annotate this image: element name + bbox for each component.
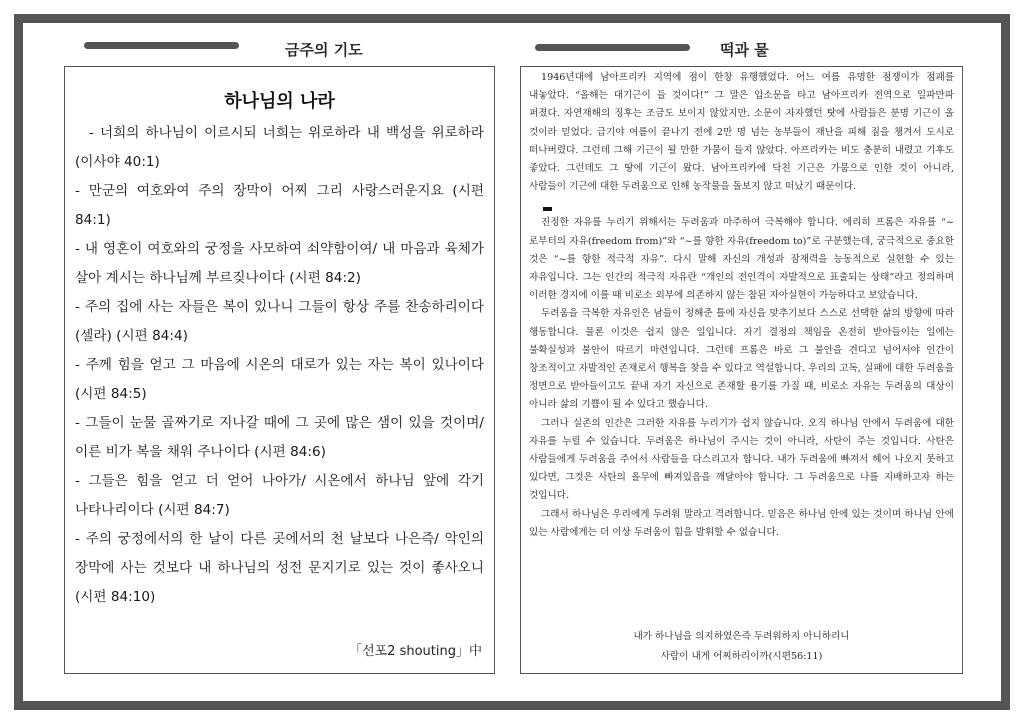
- verse-item: - 그들이 눈물 골짜기로 지나갈 때에 그 곳에 많은 샘이 있을 것이며/ 이른 비가 복을 채워 주나이다 (시편 84:6): [75, 415, 484, 460]
- essay-paragraph: 두려움을 극복한 자유인은 남들이 정해준 틀에 자신을 맞추기보다 스스로 선택한 삶의 방향에 따라 행동합니다. 물론 이것은 쉽지 않은 일입니다. 자기 결정의 책임을 온전히 받아들이는 일에는 불확실성과 불안이 따르기 마련입니다. 그런데 프롬은 바로 그 불안을 견디고 넘어서야 인간이 창조적이고 자발적인 존재로서 행복을 찾을 수 있다고 역설합니다. 우리의 고독, 실패에 대한 두려움을 정면으로 받아들이고도 끝내 자기 자신으로 존재할 용기를 가질 때, 비로소 자유는 두려움의 대상이 아니라 삶의 기쁨이 될 수 있다고 했습니다.: [529, 308, 954, 411]
- prayer-title: 하나님의 나라: [224, 91, 335, 112]
- closing-line: 사람이 내게 어찌하리이까(시편56:11): [660, 651, 823, 662]
- essay-paragraph: 진정한 자유를 누리기 위해서는 두려움과 마주하여 극복해야 합니다. 에리히 프롬은 자유를 “~로부터의 자유(freedom from)”와 “~를 향한 자유(freedom to)”로 구분했는데, 궁극적으로 중요한 것은 “~를 향한 적극적 자유”. 다시 말해 자신의 개성과 잠재력을 능동적으로 실현할 수 있는 자유입니다. 그는 인간의 적극적 자유란 “개인의 전인격이 자발적으로 표출되는 상태”라고 정의하며 이러한 경지에 이를 때 비로소 외부에 의존하지 않는 참된 자아실현이 가능하다고 보았습니다.: [529, 217, 954, 302]
- essay-paragraph: 그러나 실존의 인간은 그러한 자유를 누리기가 쉽지 않습니다. 오직 하나님 안에서 두려움에 대한 자유를 누릴 수 있습니다. 두려움은 하나님이 주시는 것이 아니라, 사탄이 주는 것입니다. 사탄은 사람들에게 두려움을 주어서 사람들을 다스리고자 합니다. 내가 두려움에 빠져서 헤어 나오지 못하고 있다면, 그것은 사탄의 올무에 빠져있음을 깨달아야 합니다. 그 두려움으로 나를 지배하고자 하는 것입니다.: [529, 417, 954, 502]
- verse-item: - 만군의 여호와여 주의 장막이 어찌 그리 사랑스러운지요 (시편 84:1): [75, 183, 484, 228]
- right-header-bar: [535, 44, 690, 51]
- essay-panel: [520, 66, 963, 674]
- essay-paragraph: 그래서 하나님은 우리에게 두려워 말라고 격려합니다. 믿음은 하나님 안에 있는 것이며 하나님 안에 있는 사람에게는 더 이상 두려움이 힘을 발휘할 수 없습니다.: [529, 508, 954, 538]
- prayer-panel: [64, 66, 495, 674]
- essay-paragraph: 1946년대에 남아프리카 지역에 점이 한창 유행했었다. 어느 여름 유명한 점쟁이가 점괘를 내놓았다. “올해는 대기근이 들 것이다!” 그 말은 입소문을 타고 남아프리카 전역으로 일파만파 퍼졌다. 자연재해의 징후는 조금도 보이지 않았지만. 소문이 자자했던 탓에 사람들은 분명 기근이 올 것이라 믿었다. 급기야 여름이 끝나기 전에 2만 명 넘는 농부들이 재난을 피해 짐을 챙겨서 도시로 떠나버렸다. 그런데 그해 기근이 될 만한 가뭄이 들지 않았다. 아프리카는 비도 충분히 내렸고 기후도 좋았다. 그런데도 그 땅에 기근이 왔다. 남아프리카에 닥친 기근은 가뭄으로 인한 것이 아니라, 사람들이 기근에 대한 두려움으로 인해 농작물을 돌보지 않고 떠났기 때문이다.: [529, 72, 954, 193]
- verse-item: - 주께 힘을 얻고 그 마음에 시온의 대로가 있는 자는 복이 있나이다 (시편 84:5): [75, 357, 484, 402]
- closing-verse: [521, 627, 962, 667]
- verse-item: - 내 영혼이 여호와의 궁정을 사모하여 쇠약함이여/ 내 마음과 육체가 살아 계시는 하나님께 부르짖나이다 (시편 84:2): [75, 241, 484, 286]
- essay-body: [529, 69, 954, 542]
- section-marker: [529, 196, 954, 214]
- closing-line: 내가 하나님을 의지하였은즉 두려워하지 아니하리니: [633, 631, 850, 642]
- left-header-title: 금주의 기도: [285, 41, 363, 59]
- left-header-bar: [84, 42, 239, 49]
- right-header-title: 떡과 물: [720, 41, 769, 59]
- source-citation: 「선포2 shouting」中: [349, 644, 482, 659]
- verse-item: - 그들은 힘을 얻고 더 얻어 나아가/ 시온에서 하나님 앞에 각기 나타나리이다 (시편 84:7): [75, 473, 484, 518]
- verse-list: [75, 119, 484, 612]
- verse-item: - 주의 궁정에서의 한 날이 다른 곳에서의 천 날보다 나은즉/ 악인의 장막에 사는 것보다 내 하나님의 성전 문지기로 있는 것이 좋사오니 (시편 84:10): [75, 531, 484, 605]
- verse-item: - 너희의 하나님이 이르시되 너희는 위로하라 내 백성을 위로하라 (이사야 40:1): [75, 125, 484, 170]
- verse-item: - 주의 집에 사는 자들은 복이 있나니 그들이 항상 주를 찬송하리이다 (셀라) (시편 84:4): [75, 299, 484, 344]
